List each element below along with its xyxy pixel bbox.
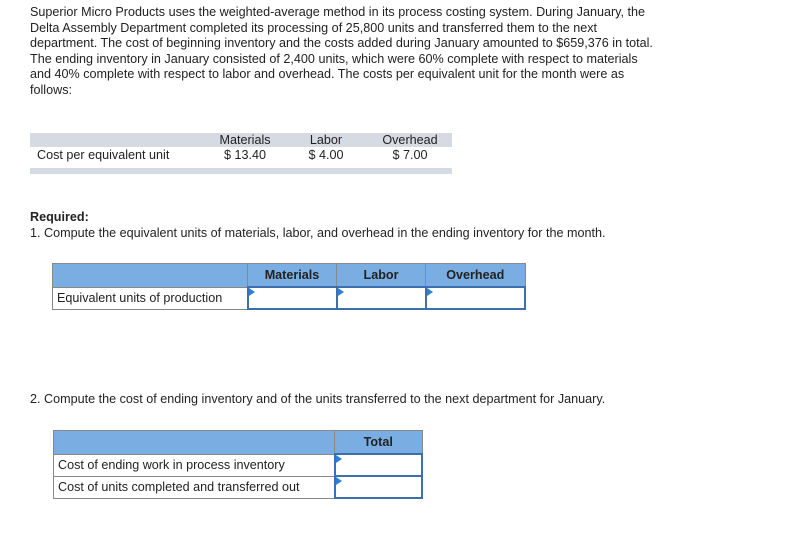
header-materials: Materials (248, 264, 337, 288)
required-section (30, 210, 605, 241)
question-2: 2. Compute the cost of ending inventory and of the units transferred to the next department for January. (30, 392, 606, 406)
table-bottom-bar (30, 168, 452, 174)
overhead-input[interactable] (427, 290, 525, 307)
transferred-out-cell[interactable] (335, 476, 423, 498)
overhead-cell[interactable] (426, 287, 526, 309)
materials-input[interactable] (249, 290, 336, 307)
ending-wip-input[interactable] (336, 457, 422, 474)
question-1: 1. Compute the equivalent units of materials, labor, and overhead in the ending inventory for the month. (30, 225, 606, 240)
header-overhead: Overhead (382, 133, 438, 147)
cost-table-header (30, 133, 452, 147)
header-materials: Materials (219, 133, 271, 147)
labor-cell[interactable] (337, 287, 426, 309)
header-labor: Labor (309, 133, 343, 147)
problem-statement: Superior Micro Products uses the weighted-average method in its process costing system. During January, the Delta Assembly Department completed its processing of 25,800 units and transferred them to the next department. The cost of beginning inventory and the costs added during January amounted to $659,376 in total. The ending inventory in January consisted of 2,400 units, which were 60% complete with respect to materials and 40% complete with respect to labor and overhead. The costs per equivalent unit for the month were as follows: (30, 5, 653, 97)
header-overhead: Overhead (426, 264, 526, 288)
row-label: Equivalent units of production (53, 287, 248, 309)
cost-table-answer (53, 430, 423, 499)
transferred-out-input[interactable] (336, 479, 422, 496)
blank-header (54, 431, 335, 455)
header-labor: Labor (337, 264, 426, 288)
blank-header (53, 264, 248, 288)
cost-table-row (30, 147, 452, 167)
overhead-cost: $ 7.00 (392, 148, 428, 162)
required-heading: Required: (30, 210, 89, 224)
labor-cost: $ 4.00 (308, 148, 344, 162)
labor-input[interactable] (338, 290, 425, 307)
header-total: Total (335, 431, 423, 455)
materials-cell[interactable] (248, 287, 337, 309)
materials-cost: $ 13.40 (223, 148, 267, 162)
equivalent-units-table (52, 263, 526, 310)
cost-per-equivalent-unit-table (30, 133, 452, 174)
row-label: Cost per equivalent unit (37, 148, 170, 162)
row-label-ending-wip: Cost of ending work in process inventory (54, 454, 335, 476)
row-label-transferred-out: Cost of units completed and transferred out (54, 476, 335, 498)
ending-wip-cell[interactable] (335, 454, 423, 476)
